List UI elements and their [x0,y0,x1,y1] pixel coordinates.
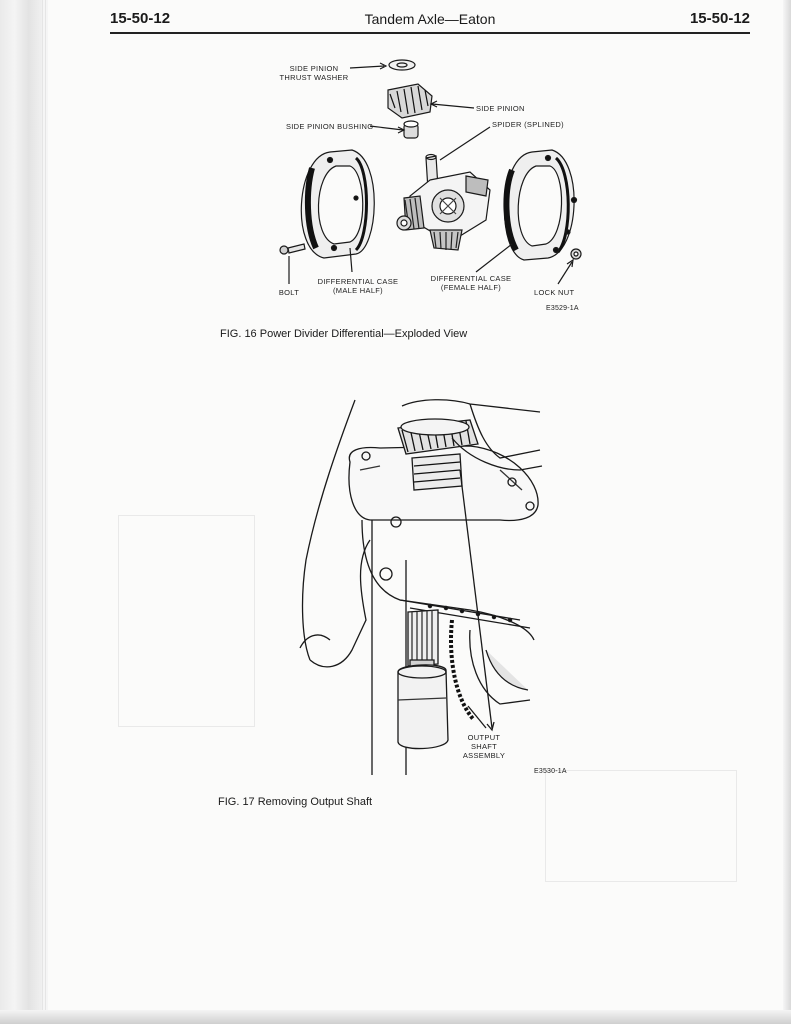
label-line: DIFFERENTIAL CASE [430,274,512,283]
page-title: Tandem Axle—Eaton [364,11,496,27]
figure-code: E3530-1A [534,768,567,775]
label-line: ASSEMBLY [462,751,506,760]
figure-code: E3529-1A [546,305,579,312]
label-spider: SPIDER (SPLINED) [492,120,564,129]
page-number-left: 15-50-12 [110,10,171,27]
label-line: (MALE HALF) [333,286,383,295]
label-bolt: BOLT [278,288,300,297]
label-lock-nut: LOCK NUT [534,288,575,297]
label-line: THRUST WASHER [279,73,349,82]
label-line: SHAFT [470,742,498,751]
page-number-right: 15-50-12 [689,10,750,27]
label-line: SIDE PINION [289,64,339,73]
label-line: (FEMALE HALF) [440,283,502,292]
label-output-shaft-assembly [462,733,506,760]
label-line: OUTPUT [467,733,501,742]
figure-caption: FIG. 17 Removing Output Shaft [218,796,373,808]
label-side-pinion-bushing: SIDE PINION BUSHING [286,122,374,131]
label-side-pinion: SIDE PINION [476,104,525,113]
figure-caption: FIG. 16 Power Divider Differential—Exploded View [220,328,468,340]
label-line: DIFFERENTIAL CASE [317,277,399,286]
